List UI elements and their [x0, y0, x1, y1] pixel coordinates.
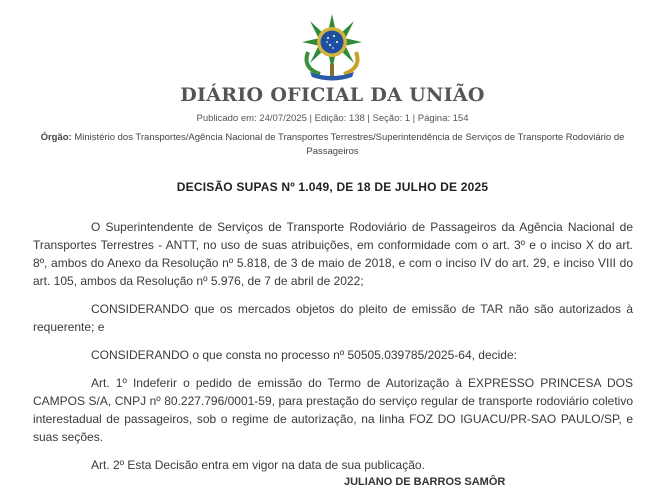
paragraph-preamble: O Superintendente de Serviços de Transporte Rodoviário de Passageiros da Agência Nacional de Transportes Terrestres - ANTT, no uso de suas atribuições, em conformidade com o art. 3º e o inciso X do art. 8º, ambos do Anexo da Resolução nº 5.818, de 3 de maio de 2018, e com o inciso IV do art. 29, e inciso VIII do art. 105, ambos da Resolução nº 5.976, de 7 de abril de 2022;	[33, 220, 633, 288]
orgao-value: Ministério dos Transportes/Agência Nacional de Transportes Terrestres/Superintendência de Serviços de Transporte Rodoviário de Passageiros	[74, 132, 625, 157]
paragraph-considerando-2: CONSIDERANDO o que consta no processo nº 50505.039785/2025-64, decide:	[91, 348, 517, 362]
orgao-line	[40, 131, 625, 159]
publication-meta: Publicado em: 24/07/2025 | Edição: 138 | Seção: 1 | Página: 154	[196, 113, 469, 124]
paragraph-art-1: Art. 1º Indeferir o pedido de emissão do Termo de Autorização à EXPRESSO PRINCESA DOS CAMPOS S/A, CNPJ nº 80.227.796/0001-59, para prestação do serviço regular de transporte rodoviário coletivo interestadual de passageiros, sob o regime de autorização, na linha FOZ DO IGUACU/PR-SAO PAULO/SP, e suas seções.	[33, 376, 633, 444]
paragraph-art-2: Art. 2º Esta Decisão entra em vigor na data de sua publicação.	[91, 458, 425, 472]
brazil-coat-of-arms-icon	[296, 12, 368, 82]
orgao-label: Órgão:	[40, 132, 72, 143]
decision-body	[33, 218, 633, 484]
decision-heading: DECISÃO SUPAS Nº 1.049, DE 18 DE JULHO DE 2025	[176, 180, 489, 194]
signer-name: JULIANO DE BARROS SAMÔR	[344, 476, 506, 488]
publication-title: DIÁRIO OFICIAL DA UNIÃO	[180, 84, 485, 106]
paragraph-considerando-1: CONSIDERANDO que os mercados objetos do pleito de emissão de TAR não são autorizados à requerente; e	[33, 302, 633, 334]
